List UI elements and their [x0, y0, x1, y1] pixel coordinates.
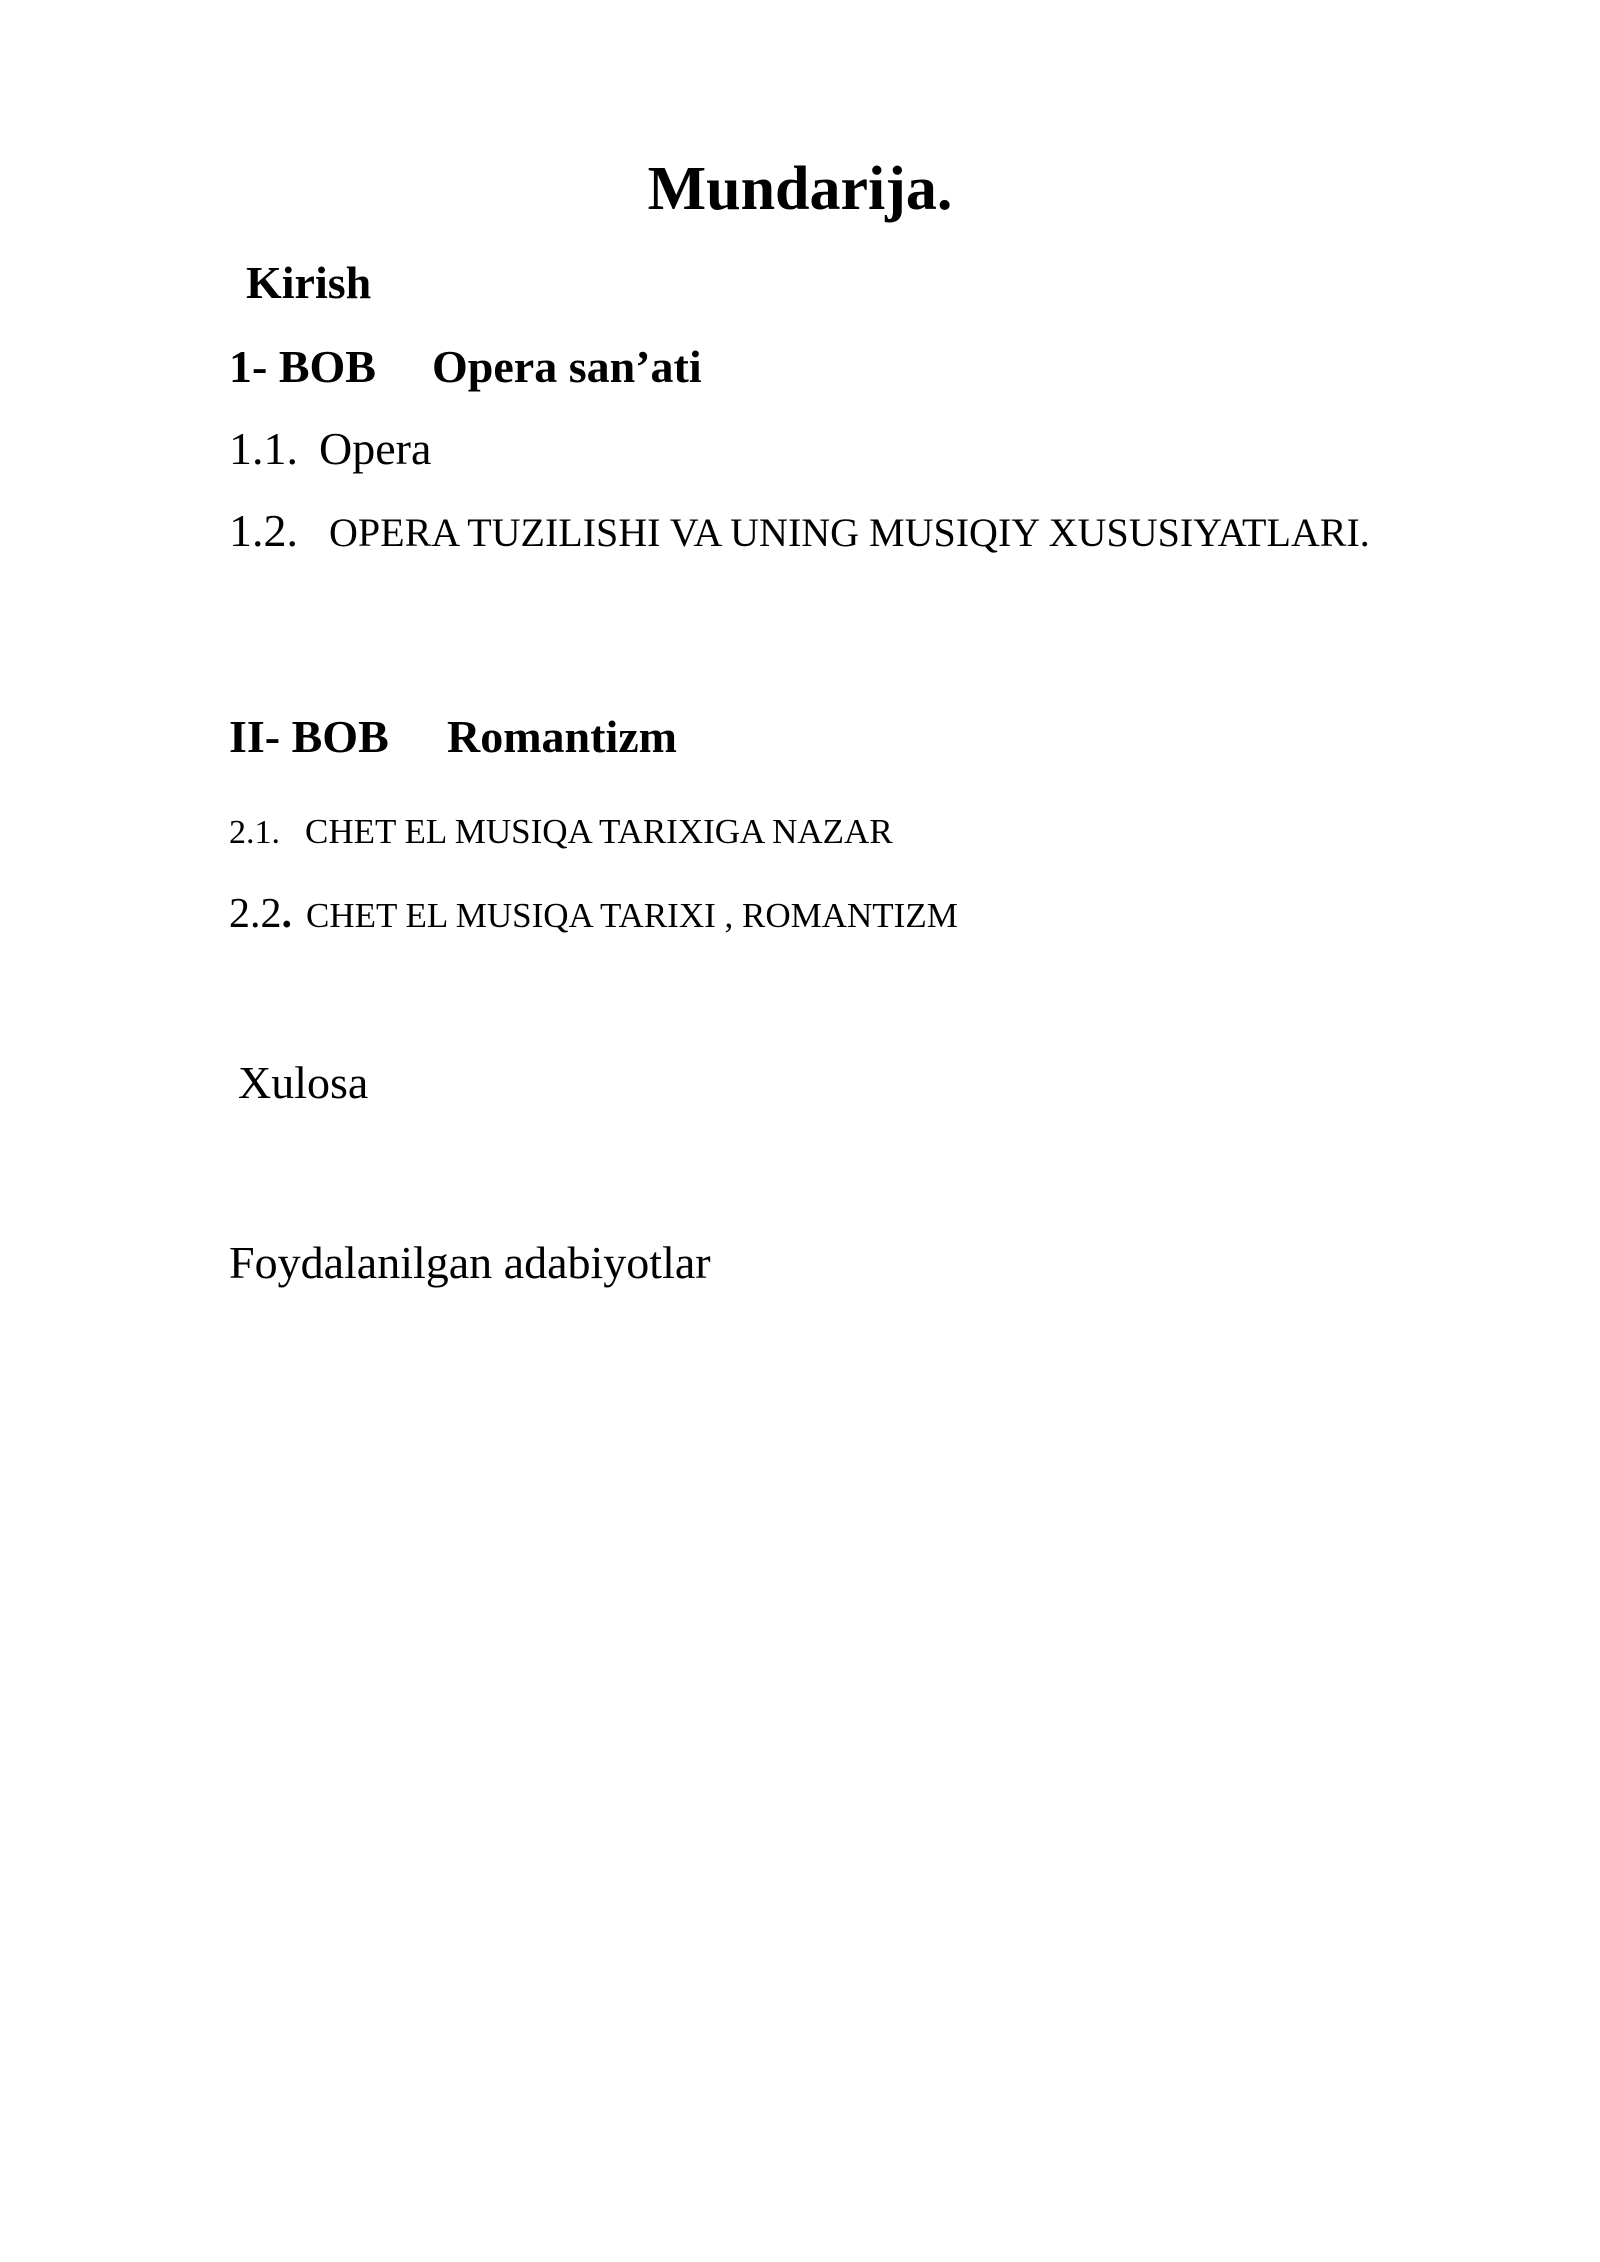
page-title: Mundarija. [647, 155, 953, 223]
toc-item-intro: Kirish [246, 257, 372, 308]
toc-section-1-1 [229, 423, 432, 474]
section-2-1-title: CHET EL MUSIQA TARIXIGA NAZAR [305, 812, 893, 851]
section-1-2-title: OPERA TUZILISHI VA UNING MUSIQIY XUSUSIYATLARI. [329, 510, 1370, 555]
section-2-2-number-dot: . [281, 891, 292, 937]
chapter-1-number: 1- BOB [229, 341, 376, 392]
section-2-2-number: 2.2 [229, 891, 282, 937]
chapter-2-title: Romantizm [447, 711, 677, 762]
chapter-2-number: II- BOB [229, 711, 389, 762]
toc-chapter-2 [229, 711, 677, 762]
toc-chapter-1 [229, 341, 702, 392]
section-2-2-title: CHET EL MUSIQA TARIXI , ROMANTIZM [306, 896, 958, 935]
section-1-2-number: 1.2. [229, 505, 298, 556]
toc-section-1-2 [229, 505, 1370, 556]
toc-section-2-1 [229, 814, 893, 850]
section-1-1-number: 1.1. [229, 423, 298, 474]
toc-section-2-2 [229, 893, 958, 935]
section-2-1-number: 2.1. [229, 814, 280, 851]
toc-item-conclusion: Xulosa [238, 1057, 369, 1108]
section-1-1-title: Opera [319, 423, 432, 474]
chapter-1-title: Opera san’ati [432, 341, 702, 392]
toc-item-references: Foydalanilgan adabiyotlar [229, 1237, 711, 1288]
